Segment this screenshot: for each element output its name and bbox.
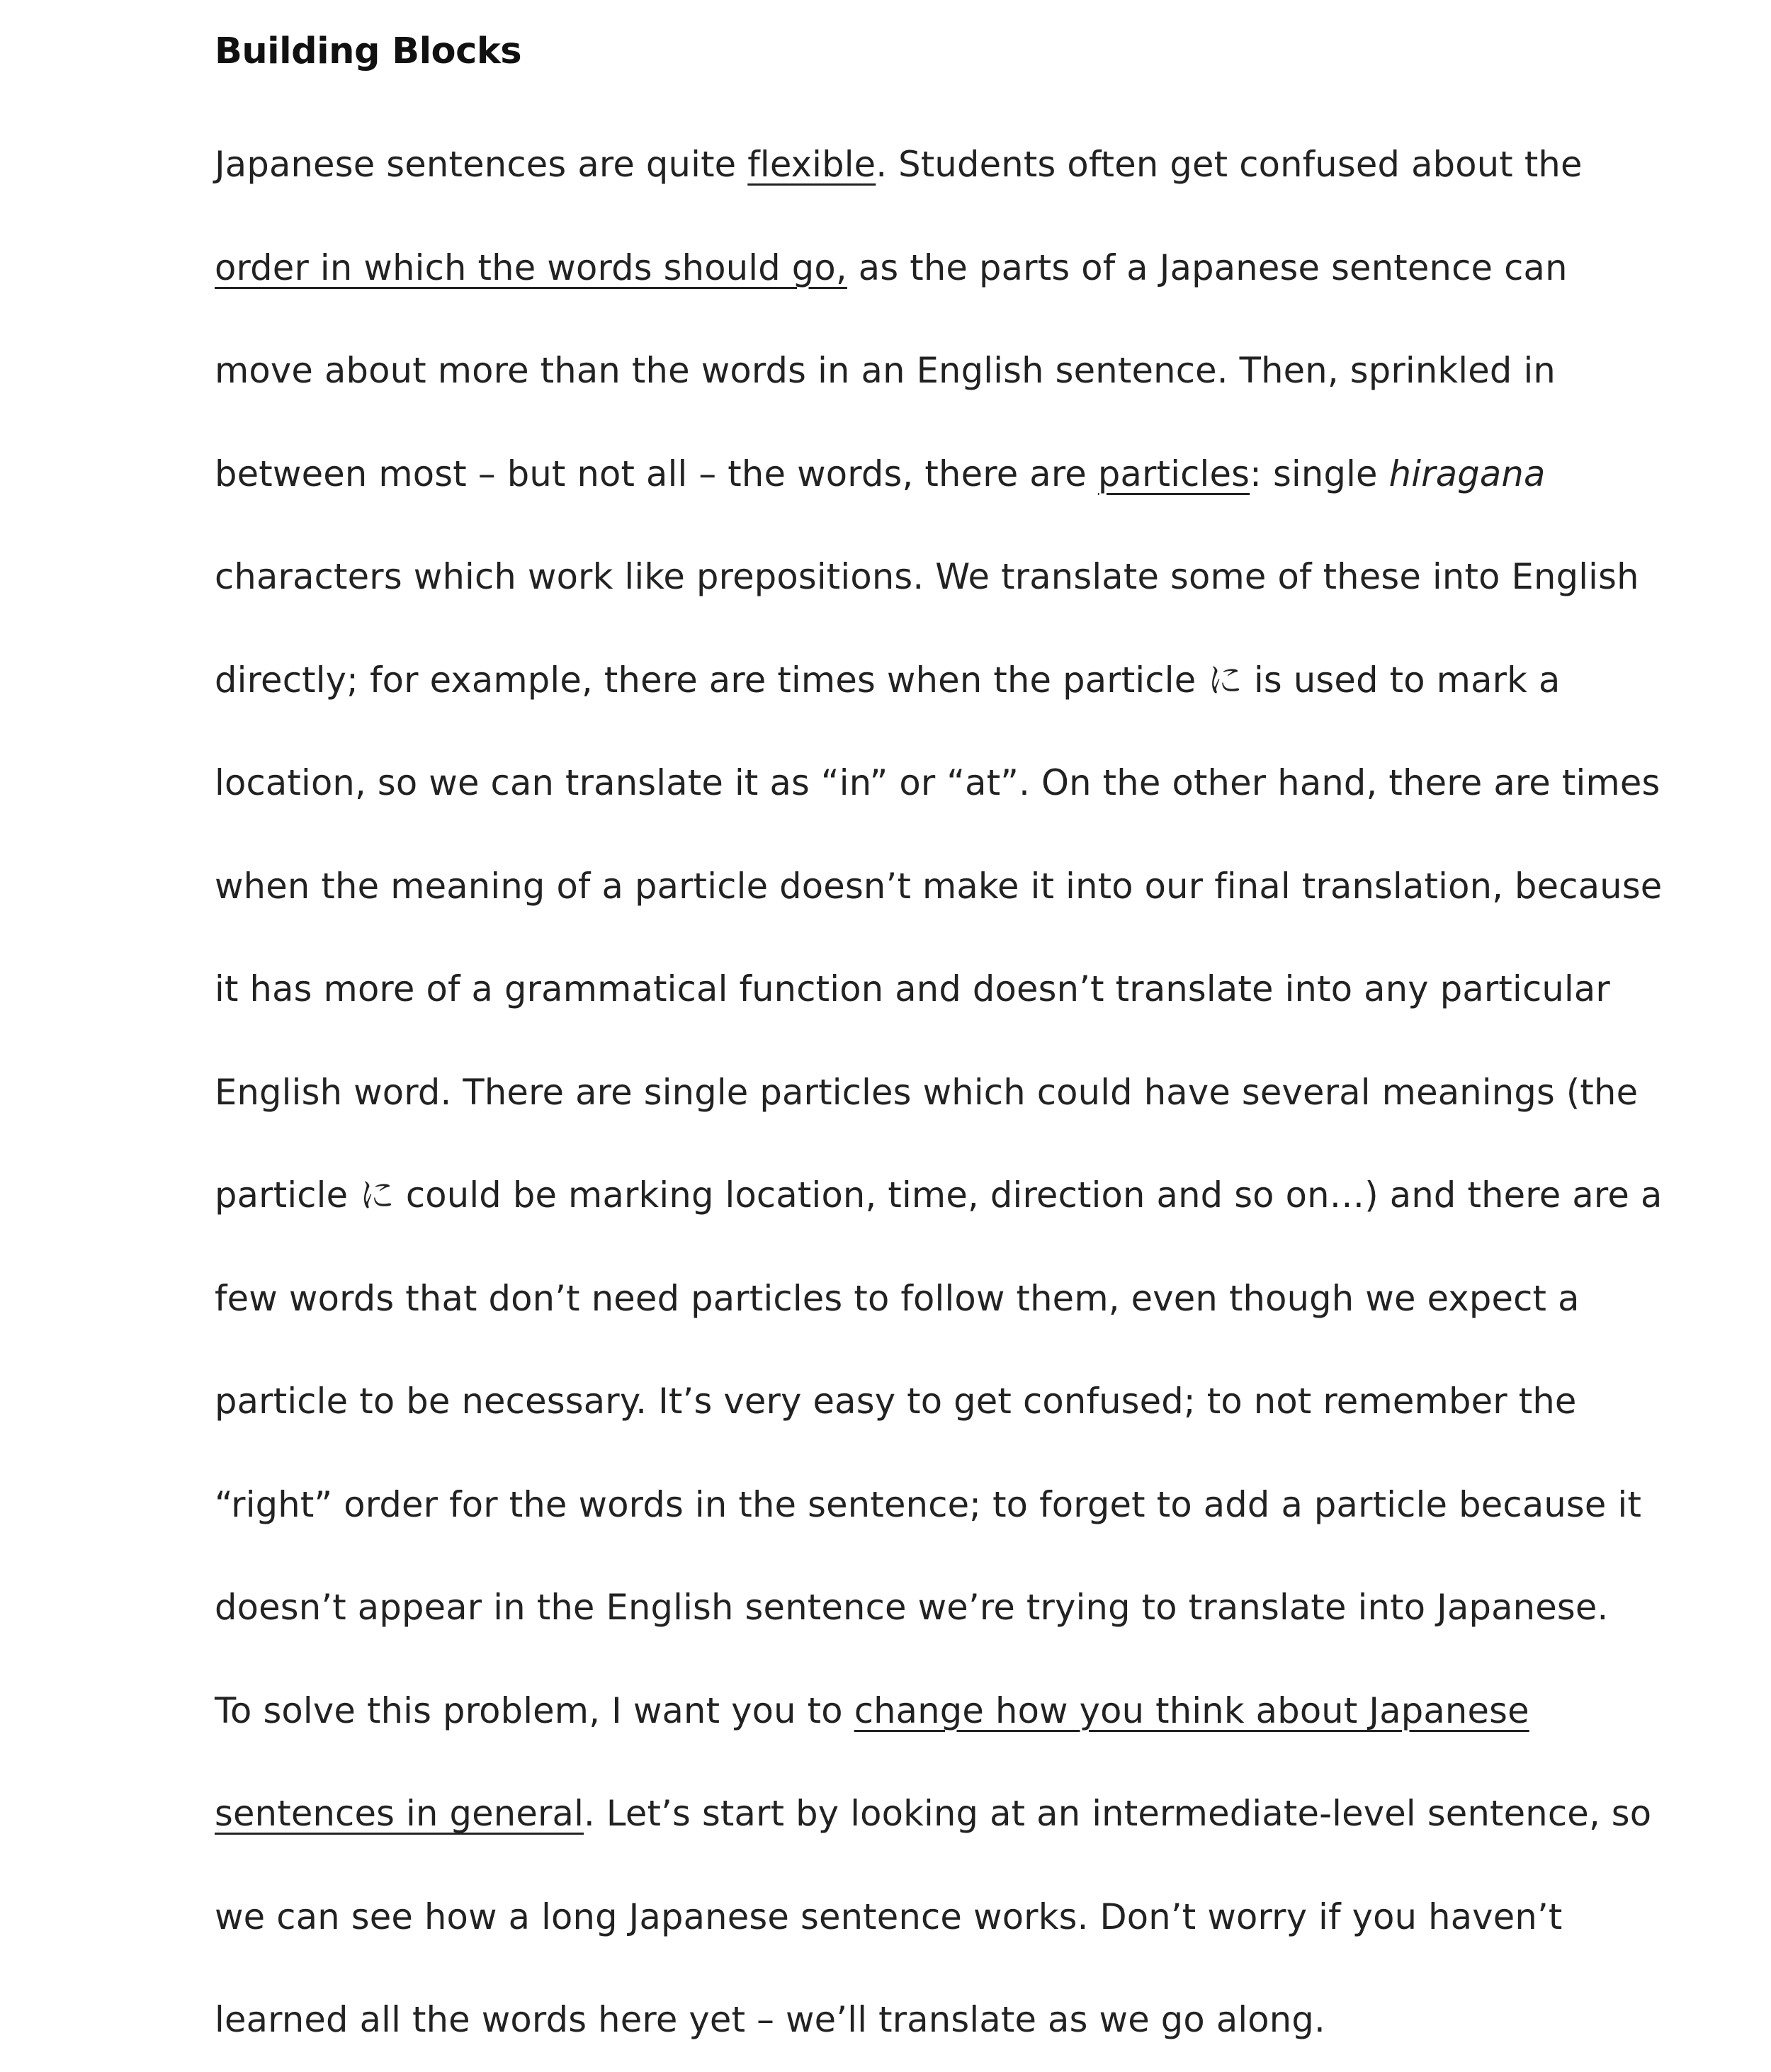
text-segment: . Students often get confused about the [876, 144, 1583, 185]
text-line [215, 1762, 1652, 1866]
text-line: doesn’t appear in the English sentence we’re trying to translate into Japanese. [215, 1587, 1609, 1628]
text-line: we can see how a long Japanese sentence works. Don’t worry if you haven’t [215, 1896, 1563, 1937]
emphasis-hiragana: hiragana [1388, 453, 1546, 494]
section-heading: Building Blocks [215, 30, 522, 72]
change-thinking-link[interactable]: change how you think about Japanese [854, 1689, 1529, 1731]
text-line: particle に could be marking location, time, direction and so on…) and there are a [215, 1174, 1663, 1216]
text-line [215, 113, 1583, 217]
article [215, 20, 1663, 2072]
text-line [215, 423, 1575, 526]
text-line: few words that don’t need particles to follow them, even though we expect a [215, 1277, 1580, 1319]
text-segment: between most – but not all – the words, there are [215, 453, 1098, 494]
text-segment: as the parts of a Japanese sentence can [847, 247, 1568, 288]
text-line [215, 217, 1575, 320]
text-line: particle to be necessary. It’s very easy to get confused; to not remember the [215, 1381, 1577, 1422]
text-line: location, so we can translate it as “in” or “at”. On the other hand, there are times [215, 762, 1660, 803]
text-line: directly; for example, there are times when the particle に is used to mark a [215, 659, 1561, 701]
text-line: characters which work like prepositions. We translate some of these into English [215, 556, 1639, 597]
paragraph-intro [215, 113, 1663, 1660]
text-line: it has more of a grammatical function and doesn’t translate into any particular [215, 968, 1610, 1009]
text-line: English word. There are single particles which could have several meanings (the [215, 1071, 1639, 1113]
text-segment: : single [1250, 453, 1389, 494]
text-line [215, 1660, 1575, 1763]
word-order-link[interactable]: order in which the words should go, [215, 247, 847, 288]
flexible-link[interactable]: flexible [747, 144, 876, 185]
text-line: when the meaning of a particle doesn’t make it into our final translation, because [215, 865, 1663, 907]
text-line: move about more than the words in an English sentence. Then, sprinkled in [215, 350, 1556, 391]
sentences-in-general-link[interactable]: sentences in general [215, 1793, 584, 1834]
text-segment: To solve this problem, I want you to [215, 1689, 854, 1731]
paragraph-solution [215, 1660, 1652, 2072]
text-segment: Japanese sentences are quite [215, 144, 748, 185]
text-line: learned all the words here yet – we’ll translate as we go along. [215, 1999, 1325, 2040]
text-segment: . Let’s start by looking at an intermediate-level sentence, so [584, 1793, 1652, 1834]
text-line: “right” order for the words in the sentence; to forget to add a particle because it [215, 1483, 1642, 1525]
particles-link[interactable]: particles [1097, 453, 1250, 494]
